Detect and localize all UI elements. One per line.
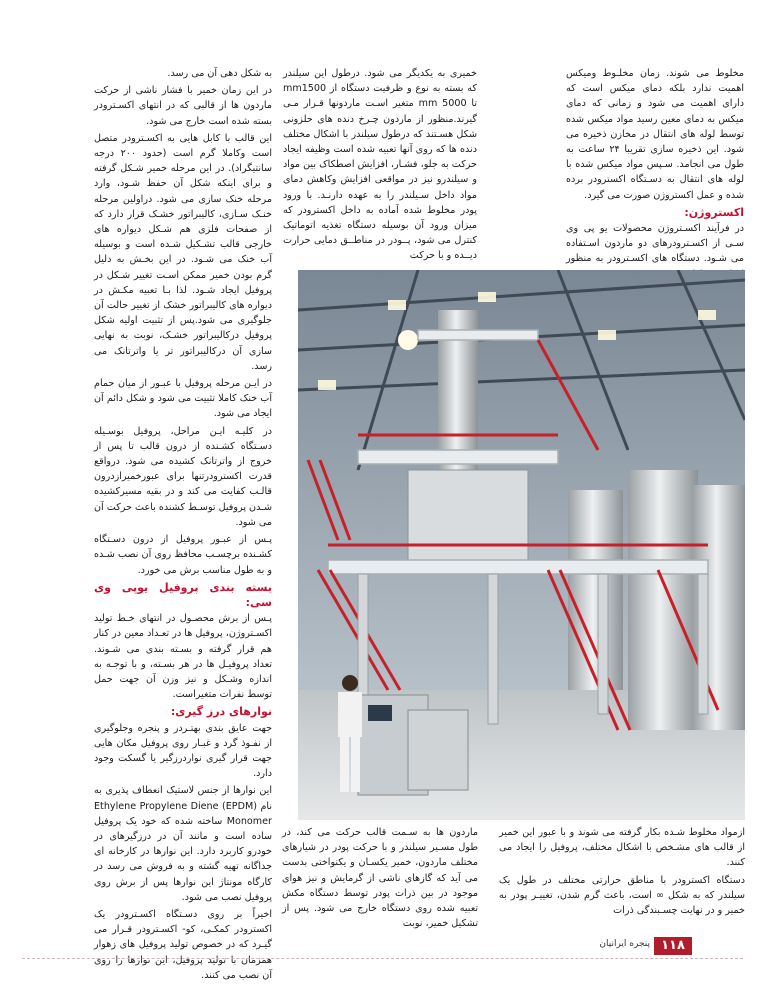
paragraph: ازمواد مخلوط شـده بکار گرفته می شوند و با عبور این خمیر از قالب های مشـخص با اشکال مختلف، پروفیل را ایجاد می کنند. (499, 827, 745, 869)
paragraph: ماردون ها به سـمت قالب حرکت می کند، در طول مسـیر سیلندر و با حرکت پودر در شیارهای مختلف ماردون، خمیر یکسـان و یکنواختی بدست می آید که گازهای ناشی از گرمایش و نیز هوای موجود در بین ذرات پودر توسط دستگاه مکش تعبیه شده روی دستگاه خارج می شود. پس از تشکیل خمیر، نوبت (282, 827, 478, 930)
paragraph: به شکل دهی آن می رسد. (167, 68, 272, 79)
paragraph: در ایـن مرحله پروفیل با عبـور از میان حمام آب خنک کاملا تثبیت می شود و شکل دائم آن ایجاد می شود. (94, 378, 272, 420)
paragraph: جهت عایق بندی بهتـردر و پنجره وجلوگیری از نفـوذ گرد و غبـار روی پروفیل مکان هایی جهت قرار گیری نواردرزگیر یا گسکت وجود دارد. (94, 722, 272, 780)
paragraph: این نوارها از جنس لاستیک انعطاف پذیری به نام (EPDM) Ethylene Propylene Diene Monomer ساخته شده که خود یک پروفیل ساده است و مانند آن در درزگیرهای در خودرو کاربرد دارد. این نوارها در کارخانه ای جداگانه تهیه گشته و به فروش می رسد در کارگاه مونتاژ این نوارها پس از برش روی پروفیل نصب می شود. (94, 785, 272, 903)
paragraph: پـس از عبـور پروفیل از درون دسـتگاه کشـنده برچسـب محافظ روی آن نصب شـده و به طول مناسب برش می خورد. (94, 534, 272, 576)
paragraph: خمیری به یکدیگر می شود. درطول این سیلندر که بسته به نوع و ظرفیت دستگاه از mm1500 تا mm 5000 متغیر اسـت ماردونها قـرار مـی گیرند.منظور از ماردون چـرخ دنده های حلزونی شکل هسـتند که درطول سیلندر با اشکال مختلف دنده ها که روی آنها تعبیه شده است وظیفه ایجاد حرکت به جلو، فشـار، افزایش اصطکاک بین مواد و سیلندرو نیز در مواقعی افزایش وکاهش دمای مواد داخل سـیلندر را به عهده دارنـد. با ورود پودر مخلوط شده آماده به داخل اکسترودر که میزان ورود آن بوسیله دستگاه تغذیه اتوماتیک کنترل می شود، پــودر در مناطــق دمایی حرارت دیــده و با حرکت (283, 68, 478, 262)
middle-column-bottom (282, 825, 478, 933)
paragraph: دستگاه اکسترودر با مناطق حرارتی مختلف در طول یک سیلندر که به شکل ∞ است، باعث گرم شدن، تغییـر پودر به خمیر و در نهایت چسـبندگی ذرات (499, 874, 745, 917)
section-heading-extrusion: اکستروژن: (684, 205, 744, 219)
right-column-bottom (499, 825, 745, 920)
section-heading-gaskets: نوارهای درز گیری: (170, 705, 272, 719)
paragraph: در این زمان خمیر با فشار ناشی از حرکت ماردون ها از قالبی که در انتهای اکسـترودر بسته شده است خارج می شود. (94, 85, 272, 127)
paragraph: پـس از برش محصـول در انتهای خـط تولید اکسـتروژن، پروفیل ها در تعـداد معین در کنار هم قرار گرفته و بسـته بندی می شـوند. تعداد پروفیـل ها در هر بسـته، و با توجـه به اندازه وشـکل و نیز وزن آن جهت حمل توسط نفرات متغیراست. (94, 613, 272, 701)
right-column-top (566, 66, 744, 284)
page-number: ۱۱۸ (654, 937, 692, 955)
left-column (94, 66, 272, 985)
paragraph: این قالب با کابل هایی به اکسـترودر متصل است وکاملا گرم است (حدود ۲۰۰ درجه سانتیگراد). در این مرحله خمیر شـکل گرفته و برای اینکه شکل آن حفظ شـود، وارد مرحله خنک سازی می شود. دراولین مرحله خنـک سـازی، کالیبراتور خشـک قرار دارد که از صفحات فلزی هم شـکل دیواره های خارجی قالب تشـکیل شـده است و بوسیله آب خنک می شـود. در این بخـش به دلیل گرم بودن خمیر ممکن اسـت تغییر شـکل در پروفیل ایجاد شـود. لذا بـا تعبیه مکـش در دیواره های کالیبراتور خشک از تغییر حالت آن جلوگیری می شود.پس از تثبیت اولیه شکل پروفیل درکالیبراتور خشـک، نوبت به نهایی سازی آن درکالیبراتور تر یا واترتانک می رسد. (94, 132, 273, 372)
factory-photo (298, 270, 745, 820)
paragraph: در فرآیند اکسـتروژن محصولات یو پی وی سـی از اکسـترودرهای دو ماردون اسـتفاده می شـود. دستگاه های اکسـترودر به منظور (566, 223, 744, 265)
footer-divider (22, 958, 743, 959)
paragraph: مخلوط می شوند. زمان مخلـوط ومیکس اهمیت ندارد بلکه دمای میکس است که دارای اهمیت می شود و زمانی که دمای میکس به دمای معین رسید مواد میکس شده توسط لوله های انتقال در مخازن ذخیره می شود. این ذخیره سازی تقریبا ۲۴ ساعت به طول می انجامد. سـپس مواد میکس شده با لوله های انتقال به دسـتگاه اکسترودر برده شده و عمل اکستروژن صورت می گیرد. (566, 68, 744, 201)
middle-column-top (283, 66, 477, 266)
paragraph: اخیراً بر روی دسـتگاه اکسـترودر یک اکسترودر کمکـی، کو- اکسـترودر قـرار می گیـرد که در خصوص تولید پروفیل های زهوار همزمان با تولید پروفیل، این نوارها را روی آن نصب می کنند. (94, 908, 272, 981)
magazine-name: پنجره ایرانیان (599, 939, 650, 949)
paragraph: در کلیـه ایـن مراحل، پروفیل بوسـیله دسـتگاه کشـنده از درون قالب تا پس از خروج از واترتانک کشیده می شود. درواقع قدرت اکسترودرتنها برای عبورخمیرازدرون قالـب کفایت می کند و در بقیه مسیرکشیده شـدن پروفیل توسـط کشنده باعث حرکت آن می شود. (94, 425, 272, 528)
section-heading-packaging: بسته بندی پروفیل یوپی وی سی: (94, 580, 272, 609)
